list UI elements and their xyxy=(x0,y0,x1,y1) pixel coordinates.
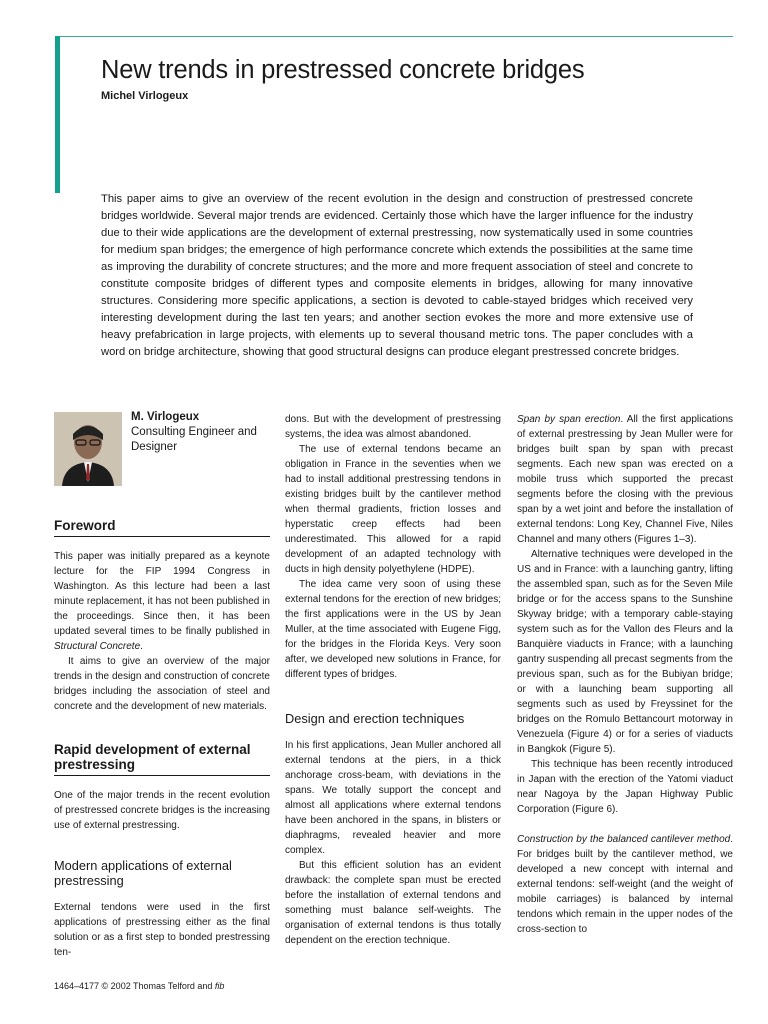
rapid-development-heading: Rapid development of external prestressing xyxy=(54,742,270,776)
foreword-journal: Structural Concrete xyxy=(54,641,141,652)
page-title: New trends in prestressed concrete bridges xyxy=(101,56,585,84)
balanced-cantilever-text: . For bridges built by the cantilever method, we developed a new concept with internal and external tendons: self-weight (and the weight of mobile carriages) is balanced by internal tendons which remain in the upper nodes of the cross-section to xyxy=(517,834,733,935)
col3-paragraph-2: Alternative techniques were developed in the US and in France: with a launching gantry, lifting the assembled span, such as for the Seven Mile bridge or for the access spans to the Sunshine Skyway bridge; with a temporary cable-staying system such as for the Vallon des Fleurs and la Banquière viaducts in France; with a launching gantry suspending all precast segments from the previous span, such as for the Bubiyan bridge; or with a launching beam supporting all segments such as used by Freyssinet for the bridges on the Romulo Bettancourt motorway in Venezuela (Figure 4) or for a series of viaducts in Bangkok (Figure 5). xyxy=(517,549,733,755)
design-erection-heading: Design and erection techniques xyxy=(285,711,465,726)
accent-bar xyxy=(55,36,60,193)
col2-paragraph-2: The use of external tendons became an obligation in France in the seventies when we had to install additional prestressing tendons in existing bridges built by the cantilever method when thermal gradients, friction losses and hyperstatic creep effects had been underestimated. This allowed for a rapid development of an adapted technology with ducts in high density polyethylene (HDPE). xyxy=(285,444,501,575)
foreword-period: . xyxy=(140,641,143,652)
abstract: This paper aims to give an overview of the recent evolution in the design and construction of prestressed concrete bridges worldwide. Several major trends are evidenced. Certainly those which have the larger influence for the industry due to their wide applications are the development of external prestressing, now systematically used in some countries for medium span bridges; the emergence of high performance concrete which extends the possibilities at the same time as improving the durability of concrete structures; and the more and more frequent association of steel and concrete to constitute composite bridges of different types and composite elements in bridges, allowing for many innovative structures. Considering more specific applications, a section is devoted to cable-stayed bridges which received very interesting development during the last ten years; and another section evokes the more and more extensive use of heavy prefabrication in large projects, with elements up to several thousand metric tons. The paper concludes with a word on bridge architecture, showing that good structural designs can produce elegant prestressed concrete bridges. xyxy=(101,193,693,358)
foreword-text: This paper was initially prepared as a keynote lecture for the FIP 1994 Congress in Washington. As this lecture had been a last minute replacement, it has not been published in the proceedings. Since then, it has been updated several times to be finally published in xyxy=(54,551,270,637)
modern-applications-paragraph: External tendons were used in the first applications of prestressing either as the final solution or as a first step to bonded prestressing ten- xyxy=(54,902,270,958)
span-by-span-text: . All the first applications of external prestressing by Jean Muller were for bridges built span by span with precast segments. Each new span was erected on a mobile truss which supported the precast segments before the closing with the previous span by a wet joint and before the installation of external tendons: Long Key, Channel Five, Niles Channel and many others (Figures 1–3). xyxy=(517,414,734,545)
col2-paragraph-1: dons. But with the development of prestressing systems, the idea was almost abandoned. xyxy=(285,414,501,440)
header-rule xyxy=(55,36,733,37)
col3-paragraph-3: This technique has been recently introduced in Japan with the erection of the Yatomi viaduct near Nagoya by the Japan Highway Public Corporation (Figure 6). xyxy=(517,759,733,815)
col2-paragraph-4: In his first applications, Jean Muller anchored all external tendons at the piers, in a thick anchorage cross-beam, with deviations in the spans. We totally support the concept and almost all applications where external tendons have been anchored in the spans, in blisters or diaphragms, revealed heavier and more complex. xyxy=(285,740,501,856)
foreword-paragraph-2: It aims to give an overview of the major trends in the design and construction of concrete bridges including the association of steel and concrete and the development of new materials. xyxy=(54,656,270,712)
column-2 xyxy=(285,412,501,948)
modern-applications-heading: Modern applications of external prestressing xyxy=(54,858,232,888)
foreword-paragraph-1 xyxy=(54,549,270,654)
author-portrait-photo xyxy=(54,412,122,486)
column-3 xyxy=(517,412,733,937)
col3-paragraph-4 xyxy=(517,832,733,937)
author-role: Consulting Engineer and Designer xyxy=(131,426,257,453)
rapid-development-paragraph: One of the major trends in the recent evolution of prestressed concrete bridges is the increasing use of external prestressing. xyxy=(54,790,270,831)
span-by-span-label: Span by span erection xyxy=(517,414,621,425)
author-name: M. Virlogeux xyxy=(131,411,200,423)
author-info xyxy=(131,410,271,455)
footer-fib: fib xyxy=(214,981,225,991)
col2-paragraph-3: The idea came very soon of using these external tendons for the erection of new bridges; the first applications were in the US by Jean Muller, at the time associated with Eugene Figg, for the bridges in the Florida Keys. Very soon after, we developed new solutions in France, for different types of bridges. xyxy=(285,579,501,680)
foreword-heading: Foreword xyxy=(54,518,270,537)
footer-text: 1464–4177 © 2002 Thomas Telford and xyxy=(54,981,215,991)
balanced-cantilever-label: Construction by the balanced cantilever method xyxy=(517,834,731,845)
col3-paragraph-1 xyxy=(517,412,733,547)
col2-paragraph-5: But this efficient solution has an evident drawback: the complete span must be erected before the installation of external tendons and something must balance self-weights. The organisation of external tendons is thus totally dependent on the erection technique. xyxy=(285,860,501,946)
footer-copyright xyxy=(54,981,224,991)
column-1 xyxy=(54,410,270,960)
author-box xyxy=(54,410,270,510)
author-byline: Michel Virlogeux xyxy=(101,90,189,102)
